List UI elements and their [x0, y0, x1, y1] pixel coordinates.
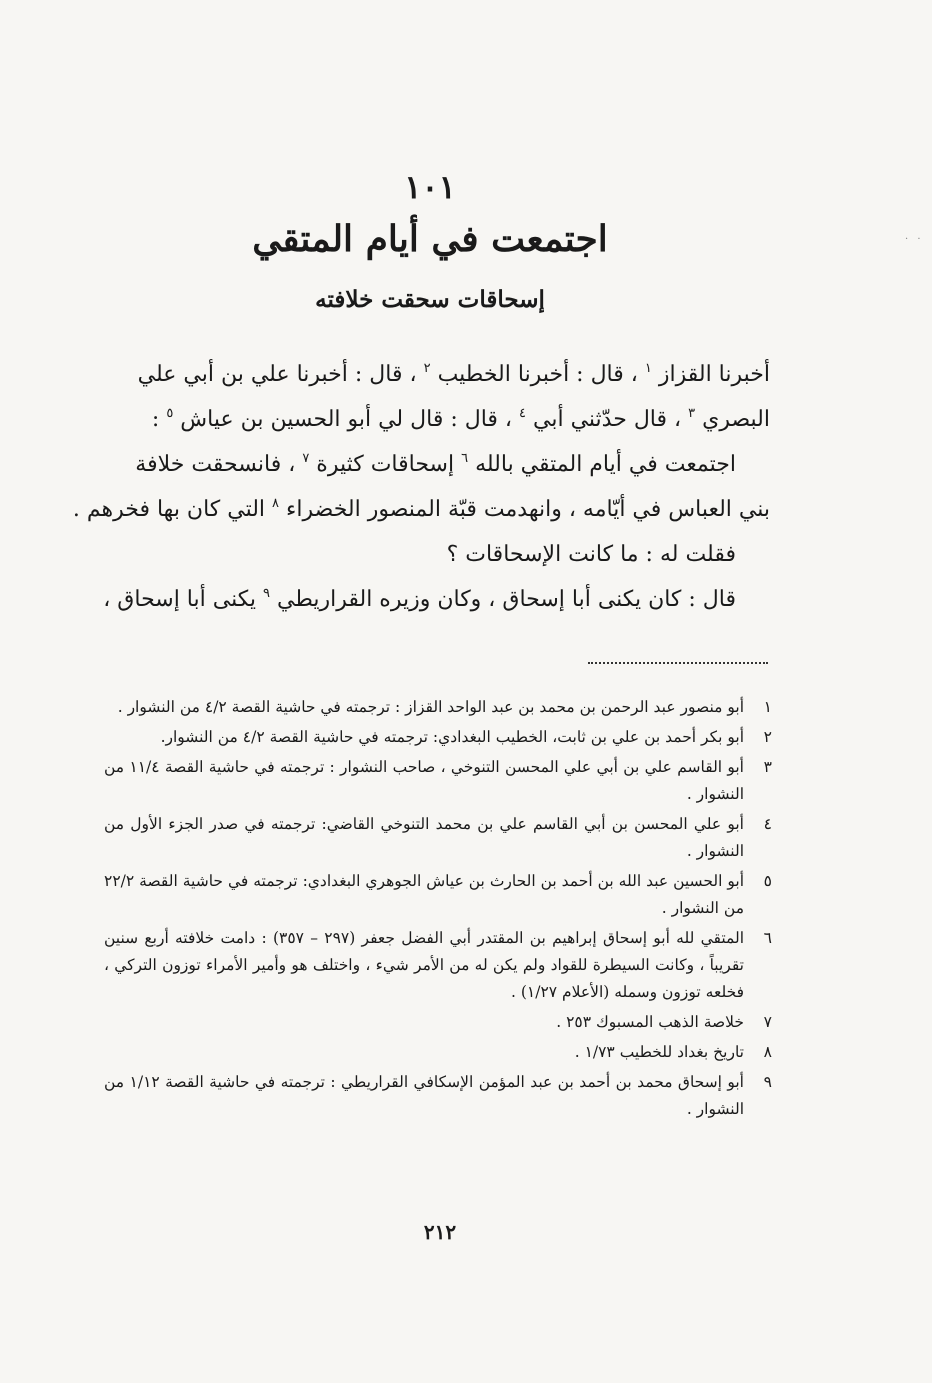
footnote-number: ٤ [763, 815, 772, 833]
footnote-ref: ٢ [423, 361, 431, 376]
footnote-4 [104, 811, 772, 865]
story-number: ١٠١ [404, 168, 456, 206]
body-line-2: البصري $^٣$ ، قال حدّثني أبي $^٤$ ، قال : قال لي أبو الحسين بن عياش $^٥$ : [151, 406, 770, 432]
footnote-text: أبو إسحاق محمد بن أحمد بن عبد المؤمن الإسكافي القراريطي : ترجمته في حاشية القصة ١/١٢ من النشوار . [104, 1073, 744, 1118]
footnote-ref: ٧ [302, 451, 310, 466]
footnote-3 [104, 754, 772, 808]
footnote-number: ٨ [763, 1043, 772, 1061]
footnote-number: ٥ [763, 872, 772, 890]
body-line-4: بني العباس في أيّامه ، وانهدمت قبّة المنصور الخضراء $^٨$ التي كان بها فخرهم . [72, 496, 770, 522]
footnote-text: المتقي لله أبو إسحاق إبراهيم بن المقتدر أبي الفضل جعفر (٢٩٧ – ٣٥٧) : دامت خلافته أربع سنين تقريباً ، وكانت السيطرة للقواد ولم يكن له من الأمر شيء ، واختلف هو وأمير الأمراء توزون التركي ، فخلعه توزون وسمله (الأعلام ١/٢٧) . [104, 929, 745, 1001]
footnote-8 [104, 1039, 772, 1066]
story-title: اجتمعت في أيام المتقي [252, 218, 608, 260]
footnote-ref: ٥ [166, 406, 174, 421]
footnote-number: ٣ [763, 758, 772, 776]
footnote-ref: ٣ [688, 406, 696, 421]
footnote-text: أبو الحسين عبد الله بن أحمد بن الحارث بن عياش الجوهري البغدادي: ترجمته في حاشية القصة ٢٢/٢ من النشوار . [104, 872, 744, 917]
story-body [72, 352, 770, 622]
footnote-6 [104, 925, 772, 1006]
page-number: ٢١٢ [423, 1220, 457, 1244]
footnote-number: ١ [763, 698, 772, 716]
body-line-5: فقلت له : ما كانت الإسحاقات ؟ [446, 542, 736, 567]
footnote-5 [104, 868, 772, 922]
body-line-3: اجتمعت في أيام المتقي بالله $^٦$ إسحاقات كثيرة $^٧$ ، فانسحقت خلافة [135, 451, 736, 477]
footnote-number: ٧ [763, 1013, 772, 1031]
footnote-number: ٩ [763, 1073, 772, 1091]
footnote-text: أبو منصور عبد الرحمن بن محمد بن عبد الواحد القزاز : ترجمته في حاشية القصة ٤/٢ من النشوار . [117, 698, 744, 716]
footnote-text: أبو بكر أحمد بن علي بن ثابت، الخطيب البغدادي: ترجمته في حاشية القصة ٤/٢ من النشوار. [160, 728, 744, 746]
footnote-number: ٦ [763, 929, 772, 947]
footnotes [104, 694, 772, 1126]
scan-speck-marks: · · [905, 234, 924, 245]
story-subtitle: إسحاقات سحقت خلافته [315, 286, 545, 313]
footnote-9 [104, 1069, 772, 1123]
body-line-1: أخبرنا القزاز $^١$ ، قال : أخبرنا الخطيب $^٢$ ، قال : أخبرنا علي بن أبي علي [137, 361, 770, 387]
footnote-2 [104, 724, 772, 751]
footnote-ref: ٦ [461, 451, 469, 466]
footnote-7 [104, 1009, 772, 1036]
footnote-1 [104, 694, 772, 721]
footnote-ref: ١ [644, 361, 652, 376]
footnote-text: أبو علي المحسن بن أبي القاسم علي بن محمد التنوخي القاضي: ترجمته في صدر الجزء الأول من النشوار . [104, 815, 744, 860]
footnote-ref: ٨ [272, 496, 280, 511]
body-line-6: قال : كان يكنى أبا إسحاق ، وكان وزيره القراريطي $^٩$ يكنى أبا إسحاق ، [103, 586, 736, 612]
footnote-number: ٢ [763, 728, 772, 746]
footnote-ref: ٤ [519, 406, 527, 421]
footnote-ref: ٩ [263, 586, 270, 601]
footnote-text: خلاصة الذهب المسبوك ٢٥٣ . [556, 1013, 744, 1031]
footnote-text: تاريخ بغداد للخطيب ١/٧٣ . [574, 1043, 744, 1061]
footnote-separator [588, 662, 768, 664]
footnote-text: أبو القاسم علي بن أبي علي المحسن التنوخي ، صاحب النشوار : ترجمته في حاشية القصة ١١/٤ من النشوار . [104, 758, 744, 803]
